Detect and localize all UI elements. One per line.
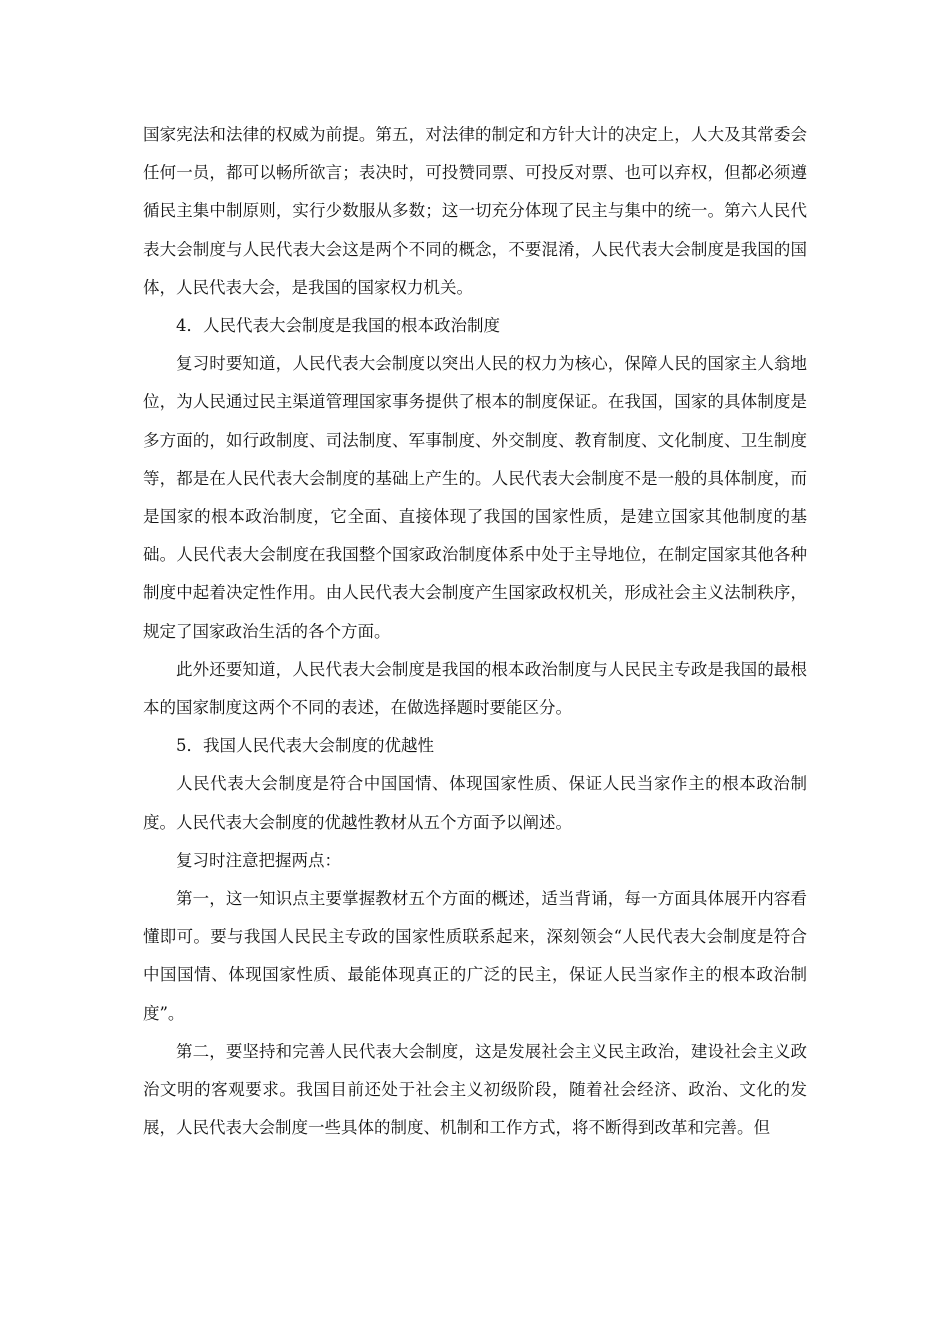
- paragraph-distinction-note: 此外还要知道，人民代表大会制度是我国的根本政治制度与人民民主专政是我国的最根本的国家制度这两个不同的表述，在做选择题时要能区分。: [143, 659, 807, 718]
- section-heading-5: 5．我国人民代表大会制度的优越性: [176, 736, 434, 756]
- paragraph-fundamental-political-system: 复习时要知道，人民代表大会制度以突出人民的权力为核心，保障人民的国家主人翁地位，为人民通过民主渠道管理国家事务提供了根本的制度保证。在我国，国家的具体制度是多方面的，如行政制度、司法制度、军事制度、外交制度、教育制度、文化制度、卫生制度等，都是在人民代表大会制度的基础上产生的。人民代表大会制度不是一般的具体制度，而是国家的根本政治制度，它全面、直接体现了我国的国家性质，是建立国家其他制度的基础。人民代表大会制度在我国整个国家政治制度体系中处于主导地位，在制定国家其他各种制度中起着决定性作用。由人民代表大会制度产生国家政权机关，形成社会主义法制秩序，规定了国家政治生活的各个方面。: [143, 354, 807, 641]
- paragraph-continued-from-previous-page: 国家宪法和法律的权威为前提。第五，对法律的制定和方针大计的决定上，人大及其常委会任何一员，都可以畅所欲言；表决时，可投赞同票、可投反对票、也可以弃权，但都必须遵循民主集中制原则，实行少数服从多数；这一切充分体现了民主与集中的统一。第六人民代表大会制度与人民代表大会这是两个不同的概念，不要混淆，人民代表大会制度是我国的国体，人民代表大会，是我国的国家权力机关。: [143, 125, 807, 297]
- paragraph-point-one: 第一，这一知识点主要掌握教材五个方面的概述，适当背诵，每一方面具体展开内容看懂即可。要与我国人民民主专政的国家性质联系起来，深刻领会“人民代表大会制度是符合中国国情、体现国家性质、最能体现真正的广泛的民主，保证人民当家作主的根本政治制度”。: [143, 889, 807, 1023]
- section-heading-4: 4．人民代表大会制度是我国的根本政治制度: [176, 316, 500, 336]
- paragraph-review-two-points: 复习时注意把握两点：: [176, 850, 341, 870]
- document-body: [143, 116, 807, 1147]
- paragraph-superiority-intro: 人民代表大会制度是符合中国国情、体现国家性质、保证人民当家作主的根本政治制度。人民代表大会制度的优越性教材从五个方面予以阐述。: [143, 774, 807, 832]
- paragraph-point-two: 第二，要坚持和完善人民代表大会制度，这是发展社会主义民主政治，建设社会主义政治文明的客观要求。我国目前还处于社会主义初级阶段，随着社会经济、政治、文化的发展，人民代表大会制度一些具体的制度、机制和工作方式，将不断得到改革和完善。但: [143, 1041, 807, 1138]
